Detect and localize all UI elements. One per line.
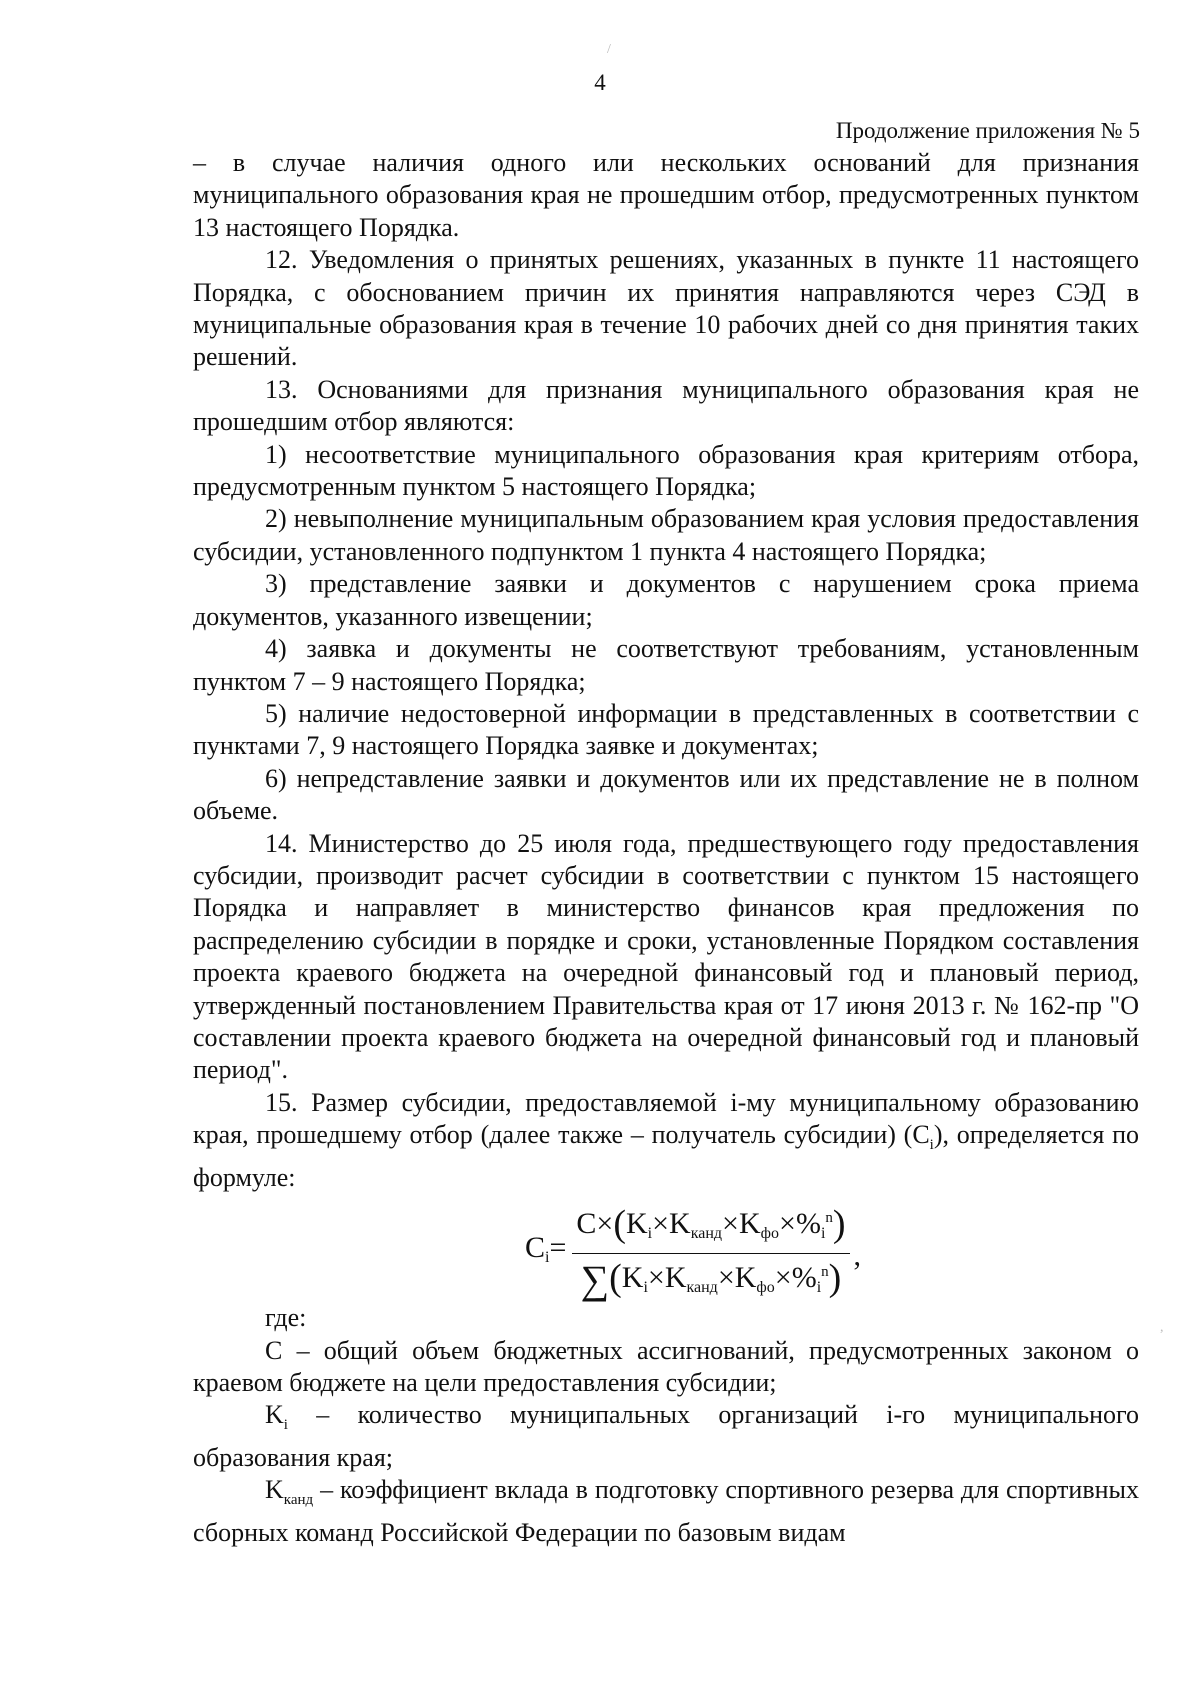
document-body [193,147,1139,1549]
list-item-13-2: 2) невыполнение муниципальным образованием края условия предоставления субсидии, установленного подпунктом 1 пункта 4 настоящего Порядка; [193,504,1139,566]
paragraph-12: 12. Уведомления о принятых решениях, указанных в пункте 11 настоящего Порядка, с обоснованием причин их принятия направляются через СЭД в муниципальные образования края в течение 10 рабочих дней со дня принятия таких решений. [193,245,1139,372]
formula-fraction [572,1202,849,1304]
list-item-13-5: 5) наличие недостоверной информации в представленных в соответствии с пунктами 7, 9 настоящего Порядка заявке и документах; [193,698,1139,761]
where-label: где: [265,1303,307,1333]
paragraph-14: 14. Министерство до 25 июля года, предшествующего году предоставления субсидии, производит расчет субсидии в соответствии с пунктом 15 настоящего Порядка и направляет в министерство финансов края предложения по распределению субсидии в порядке и сроки, установленные Порядком составления проекта краевого бюджета на очередной финансовый год и плановый период, утвержденный постановлением Правительства края от 17 июня 2013 г. № 162-пр "О составлении проекта краевого бюджета на очередной финансовый год и плановый период". [193,828,1139,1085]
formula-lhs: $C_i=$ [525,1230,567,1266]
paragraph-15: 15. Размер субсидии, предоставляемой i-му муниципальному образованию края, прошедшему отбор (далее также – получатель субсидии) $(C_i)$, определяется по формуле: [193,1087,1140,1192]
paragraph-13: 13. Основаниями для признания муниципального образования края не прошедшим отбор являются: [193,374,1139,437]
list-item-13-3: 3) представление заявки и документов с нарушением срока приема документов, указанного извещении; [193,569,1139,631]
list-item-13-6: 6) непредставление заявки и документов или их представление не в полном объеме. [193,763,1139,826]
scan-speck: , [1160,1320,1164,1335]
paragraph-dash-case: – в случае наличия одного или нескольких оснований для признания муниципального образования края не прошедшим отбор, предусмотренных пунктом 13 настоящего Порядка. [193,148,1139,242]
page-number: 4 [594,70,606,95]
definition-c: С – общий объем бюджетных ассигнований, предусмотренных законом о краевом бюджете на цели предоставления субсидии; [193,1335,1139,1397]
definition-ki: $K_i$ – количество муниципальных организаций i-го муниципального образования края; [193,1400,1139,1472]
definition-kkand: $K_{канд}$ – коэффициент вклада в подготовку спортивного резерва для спортивных сборных команд Российской Федерации по базовым видам [193,1475,1139,1547]
scan-speck: / [607,42,611,57]
list-item-13-1: 1) несоответствие муниципального образования края критериям отбора, предусмотренным пунктом 5 настоящего Порядка; [193,439,1139,502]
subsidy-formula: $C_i=$ $\frac{C\times(K_i\times K_{канд}\times K_{фо}\times\%_i^n)}{\sum(K_i\times K_{канд}\times K_{фо}\times\%_i^n)}$ , [193,1194,1139,1302]
list-item-13-4: 4) заявка и документы не соответствуют требованиям, установленным пунктом 7 – 9 настоящего Порядка; [193,634,1139,696]
formula-denominator: $\sum(K_i\times K_{канд}\times K_{фо}\times\%_i^n)$ [580,1256,842,1302]
formula-numerator: $C\times(K_i\times K_{канд}\times K_{фо}\times\%_i^n)$ [572,1202,849,1253]
appendix-continuation-label: Продолжение приложения № 5 [835,118,1140,143]
